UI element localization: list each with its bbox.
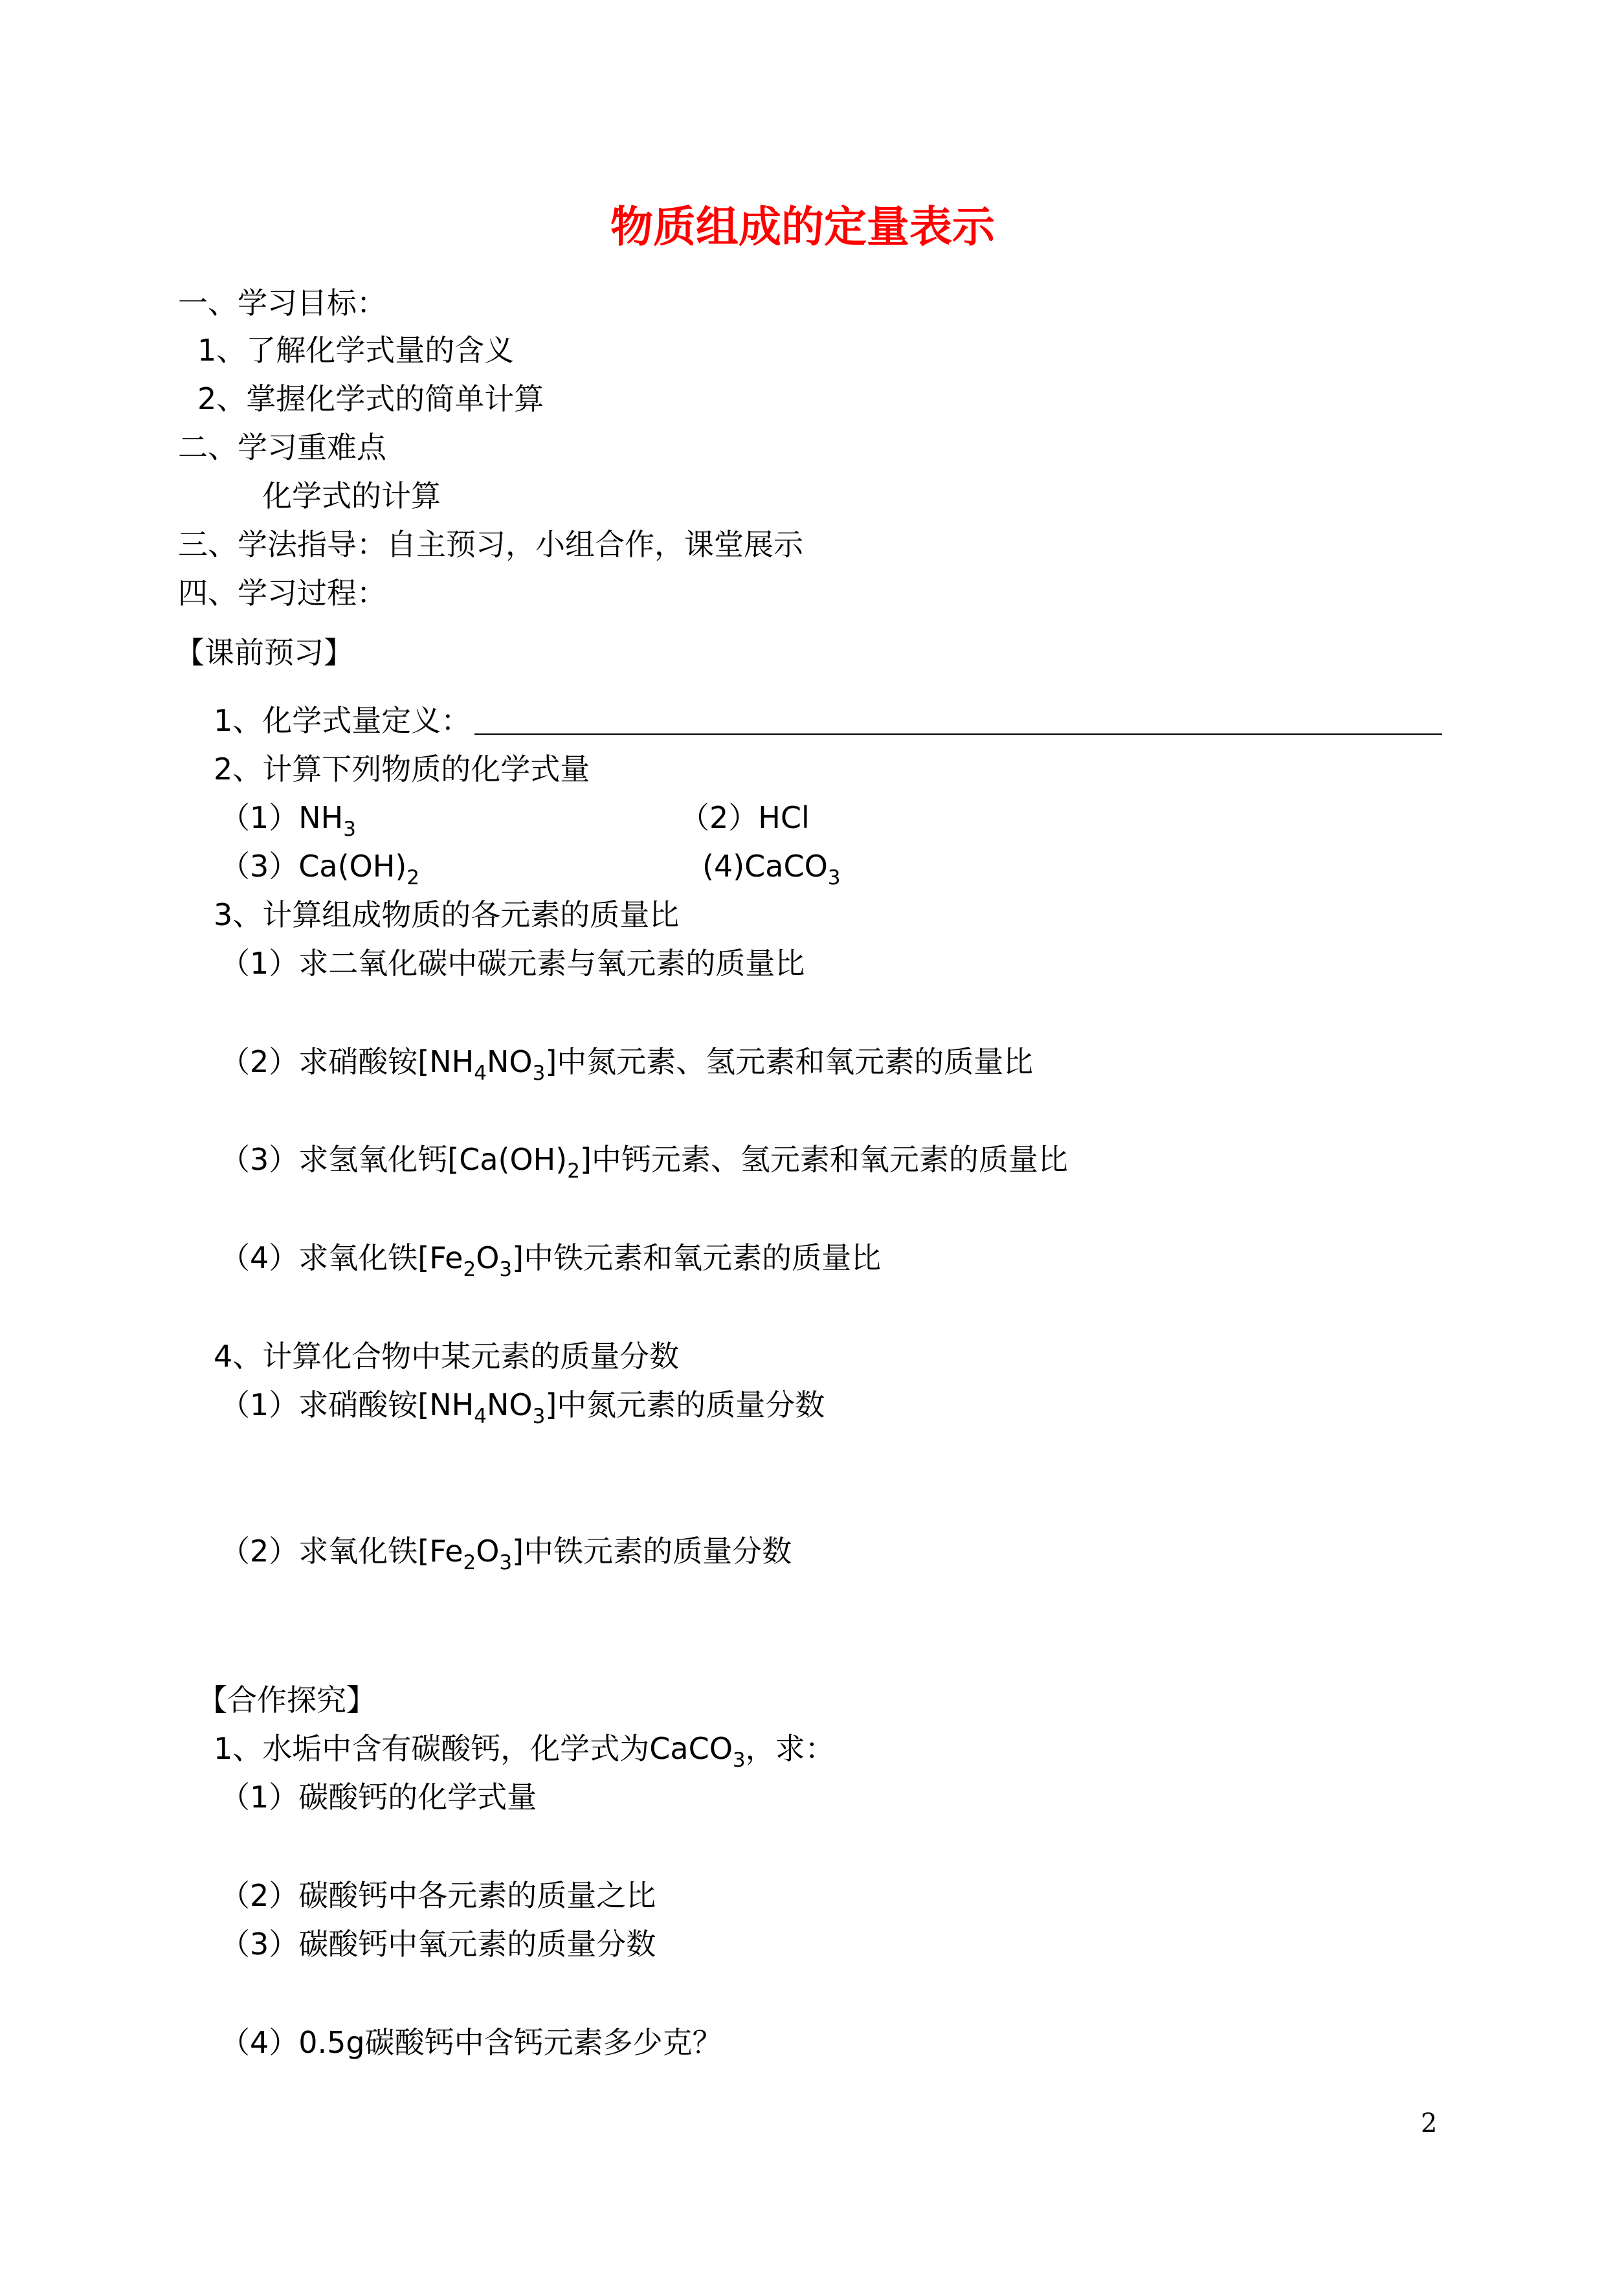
- coop-question-1-item-3: （3）碳酸钙中氧元素的质量分数: [220, 1927, 656, 1962]
- question-2: 2、计算下列物质的化学式量: [214, 752, 590, 787]
- question-3: 3、计算组成物质的各元素的质量比: [214, 897, 680, 932]
- section-learning-goals: 一、学习目标：: [178, 285, 386, 320]
- question-3-item-1: （1）求二氧化碳中碳元素与氧元素的质量比: [220, 946, 805, 981]
- question-3-item-3: （3）求氢氧化钙$[Ca(OH)_2]$中钙元素、氢元素和氧元素的质量比: [220, 1142, 1068, 1183]
- question-2-item-4: (4)CaCO$_3$: [702, 849, 841, 889]
- question-1: [214, 703, 1442, 738]
- page-number: 2: [1421, 2108, 1438, 2138]
- question-4-item-1: （1）求硝酸铵$[NH_4NO_3]$中氮元素的质量分数: [220, 1387, 825, 1428]
- section-method: 三、学法指导：自主预习，小组合作，课堂展示: [178, 527, 803, 562]
- cooperation-heading: 【合作探究】: [197, 1683, 376, 1717]
- question-2-item-1: $(1)NH_3$: [220, 800, 357, 841]
- key-points-text: 化学式的计算: [262, 478, 441, 513]
- question-2-item-3: $(3)Ca(OH)_2$: [220, 849, 419, 889]
- preview-heading: 【课前预习】: [175, 635, 353, 670]
- coop-question-1-item-4: （4）0.5g碳酸钙中含钙元素多少克？: [220, 2025, 722, 2060]
- coop-question-1-item-2: （2）碳酸钙中各元素的质量之比: [220, 1878, 656, 1913]
- question-1-label: 1、化学式量定义：: [214, 703, 471, 738]
- question-4-item-2: （2）求氧化铁$[Fe_2O_3]$中铁元素的质量分数: [220, 1534, 792, 1574]
- coop-question-1-item-1: （1）碳酸钙的化学式量: [220, 1780, 537, 1815]
- question-2-item-2: （2）HCl: [680, 800, 810, 835]
- coop-question-1: 1、水垢中含有碳酸钙，化学式为CaCO$_3$，求：: [214, 1731, 835, 1772]
- question-3-item-2: （2）求硝酸铵$[NH_4NO_3]$中氮元素、氢元素和氧元素的质量比: [220, 1044, 1034, 1085]
- section-process: 四、学习过程：: [178, 576, 386, 610]
- goal-2: 2、掌握化学式的简单计算: [197, 381, 544, 416]
- page-title: 物质组成的定量表示: [610, 202, 995, 252]
- section-key-points: 二、学习重难点: [178, 430, 386, 465]
- question-4: 4、计算化合物中某元素的质量分数: [214, 1339, 680, 1374]
- question-3-item-4: （4）求氧化铁$[Fe_2O_3]$中铁元素和氧元素的质量比: [220, 1240, 882, 1281]
- goal-1: 1、了解化学式量的含义: [197, 333, 515, 368]
- answer-blank[interactable]: [474, 708, 1442, 735]
